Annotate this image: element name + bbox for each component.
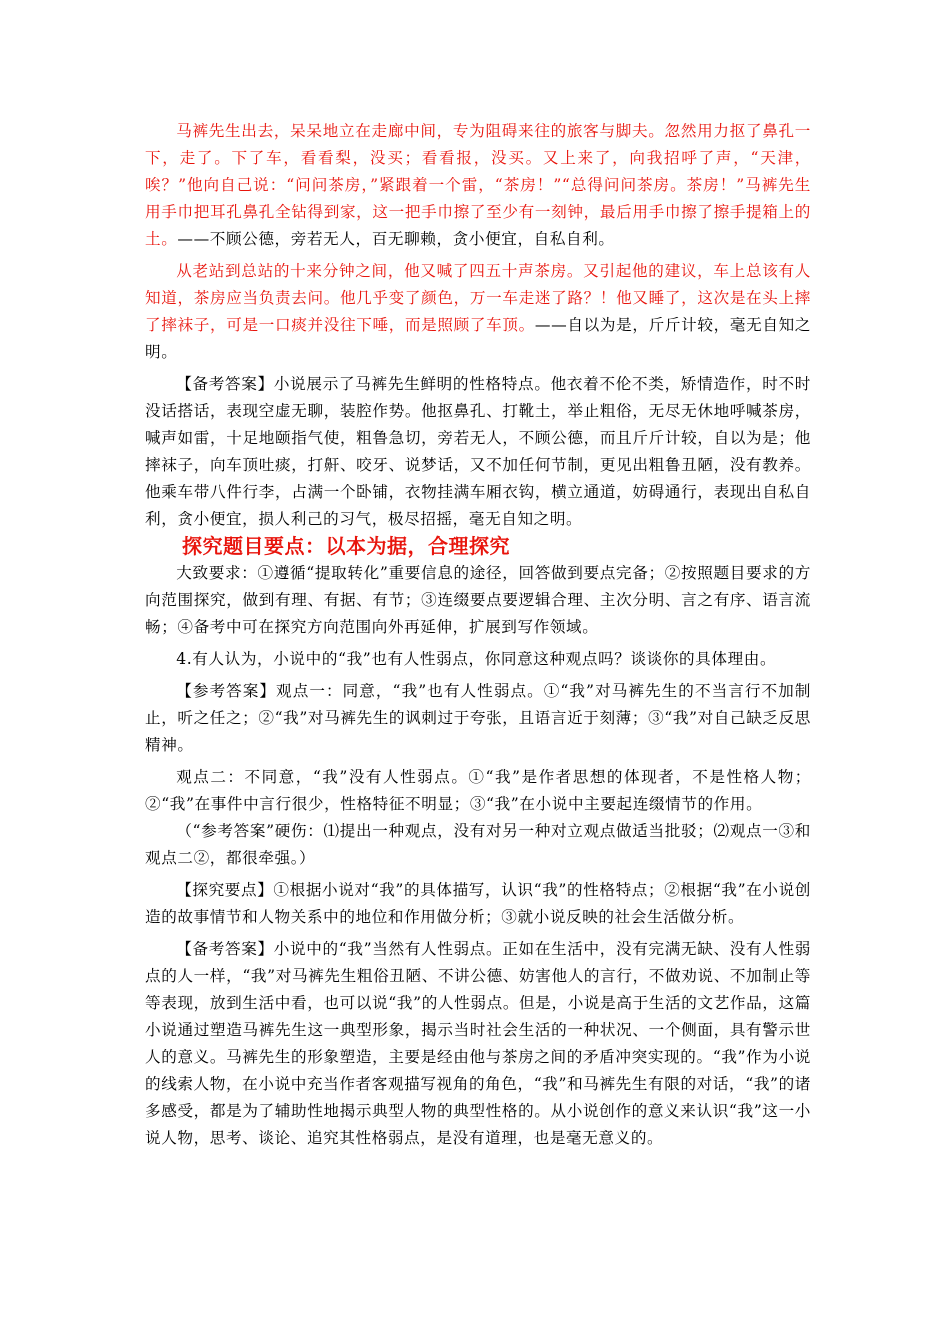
excerpt-quote-1: 马裤先生出去，呆呆地立在走廊中间，专为阻碍来往的旅客与脚夫。忽然用力抠了鼻孔一下，走了。下了车，看看梨，没买；看看报，没买。又上来了，向我招呼了声，“天津，唉？”他向自己说：“问问茶房，”紧跟着一个雷，“茶房！”“总得问问茶房。茶房！”马裤先生用手巾把耳孔鼻孔全钻得到家，这一把手巾擦了至少有一刻钟，最后用手巾擦了擦手提箱上的土。 (145, 122, 811, 248)
reference-answer-paragraph: 【参考答案】观点一：同意，“我”也有人性弱点。①“我”对马裤先生的不当言行不加制止，听之任之；②“我”对马裤先生的讽刺过于夸张，且语言近于刻薄；③“我”对自己缺乏反思精神。 (145, 682, 811, 754)
document-page (145, 118, 811, 1157)
excerpt-paragraph-2 (145, 258, 811, 366)
requirements-paragraph: 大致要求：①遵循“提取转化”重要信息的途径，回答做到要点完备；②按照题目要求的方向范围探究，做到有理、有据、有节；③连缀要点要逻辑合理、主次分明、言之有序、语言流畅；④备考中可在探究方向范围向外再延伸，扩展到写作领域。 (145, 564, 811, 636)
answer-paragraph-character: 【备考答案】小说展示了马裤先生鲜明的性格特点。他衣着不伦不类，矫情造作，时不时没话搭话，表现空虚无聊，装腔作势。他抠鼻孔、打靴土，举止粗俗，无尽无休地呼喊茶房，喊声如雷，十足地颐指气使，粗鲁急切，旁若无人，不顾公德，而且斤斤计较，自以为是；他摔袜子，向车顶吐痰，打鼾、咬牙、说梦话，又不加任何节制，更见出粗鲁丑陋，没有教养。他乘车带八件行李，占满一个卧铺，衣物挂满车厢衣钩，横立通道，妨碍通行，表现出自私自利，贪小便宜，损人利己的习气，极尽招摇，毫无自知之明。 (145, 375, 811, 528)
excerpt-paragraph-1 (145, 118, 811, 253)
question-4: 4.有人认为，小说中的“我”也有人性弱点，你同意这种观点吗？谈谈你的具体理由。 (176, 650, 777, 668)
answer-critique-paragraph: （“参考答案”硬伤：⑴提出一种观点，没有对另一种对立观点做适当批驳；⑵观点一③和观点二②，都很牵强。） (145, 822, 811, 867)
viewpoint-two-paragraph: 观点二：不同意，“我”没有人性弱点。①“我”是作者思想的体现者，不是性格人物；②“我”在事件中言行很少，性格特征不明显；③“我”在小说中主要起连缀情节的作用。 (145, 768, 811, 813)
excerpt-comment-2: ——自以为是，斤斤计较，毫无自知之明。 (145, 316, 812, 361)
section-heading: 探究题目要点：以本为据，合理探究 (182, 534, 510, 558)
excerpt-quote-2: 从老站到总站的十来分钟之间，他又喊了四五十声茶房。又引起他的建议，车上总该有人知道，茶房应当负责去问。他几乎变了颜色，万一车走迷了路？！他又睡了，这次是在头上摔了摔袜子，可是一口痰并没往下唾，而是照顾了车顶。 (145, 262, 811, 334)
prepared-answer-paragraph: 【备考答案】小说中的“我”当然有人性弱点。正如在生活中，没有完满无缺、没有人性弱点的人一样，“我”对马裤先生粗俗丑陋、不讲公德、妨害他人的言行，不做劝说、不加制止等等表现，放到生活中看，也可以说“我”的人性弱点。但是，小说是高于生活的文艺作品，这篇小说通过塑造马裤先生这一典型形象，揭示当时社会生活的一种状况、一个侧面，具有警示世人的意义。马裤先生的形象塑造，主要是经由他与茶房之间的矛盾冲突实现的。“我”作为小说的线索人物，在小说中充当作者客观描写视角的角色，“我”和马裤先生有限的对话，“我”的诸多感受，都是为了辅助性地揭示典型人物的典型性格的。从小说创作的意义来认识“我”这一小说人物，思考、谈论、追究其性格弱点，是没有道理，也是毫无意义的。 (145, 940, 811, 1147)
inquiry-points-paragraph: 【探究要点】①根据小说对“我”的具体描写，认识“我”的性格特点；②根据“我”在小说创造的故事情节和人物关系中的地位和作用做分析；③就小说反映的社会生活做分析。 (145, 881, 811, 926)
excerpt-comment-1: ——不顾公德，旁若无人，百无聊赖，贪小便宜，自私自利。 (177, 230, 615, 248)
